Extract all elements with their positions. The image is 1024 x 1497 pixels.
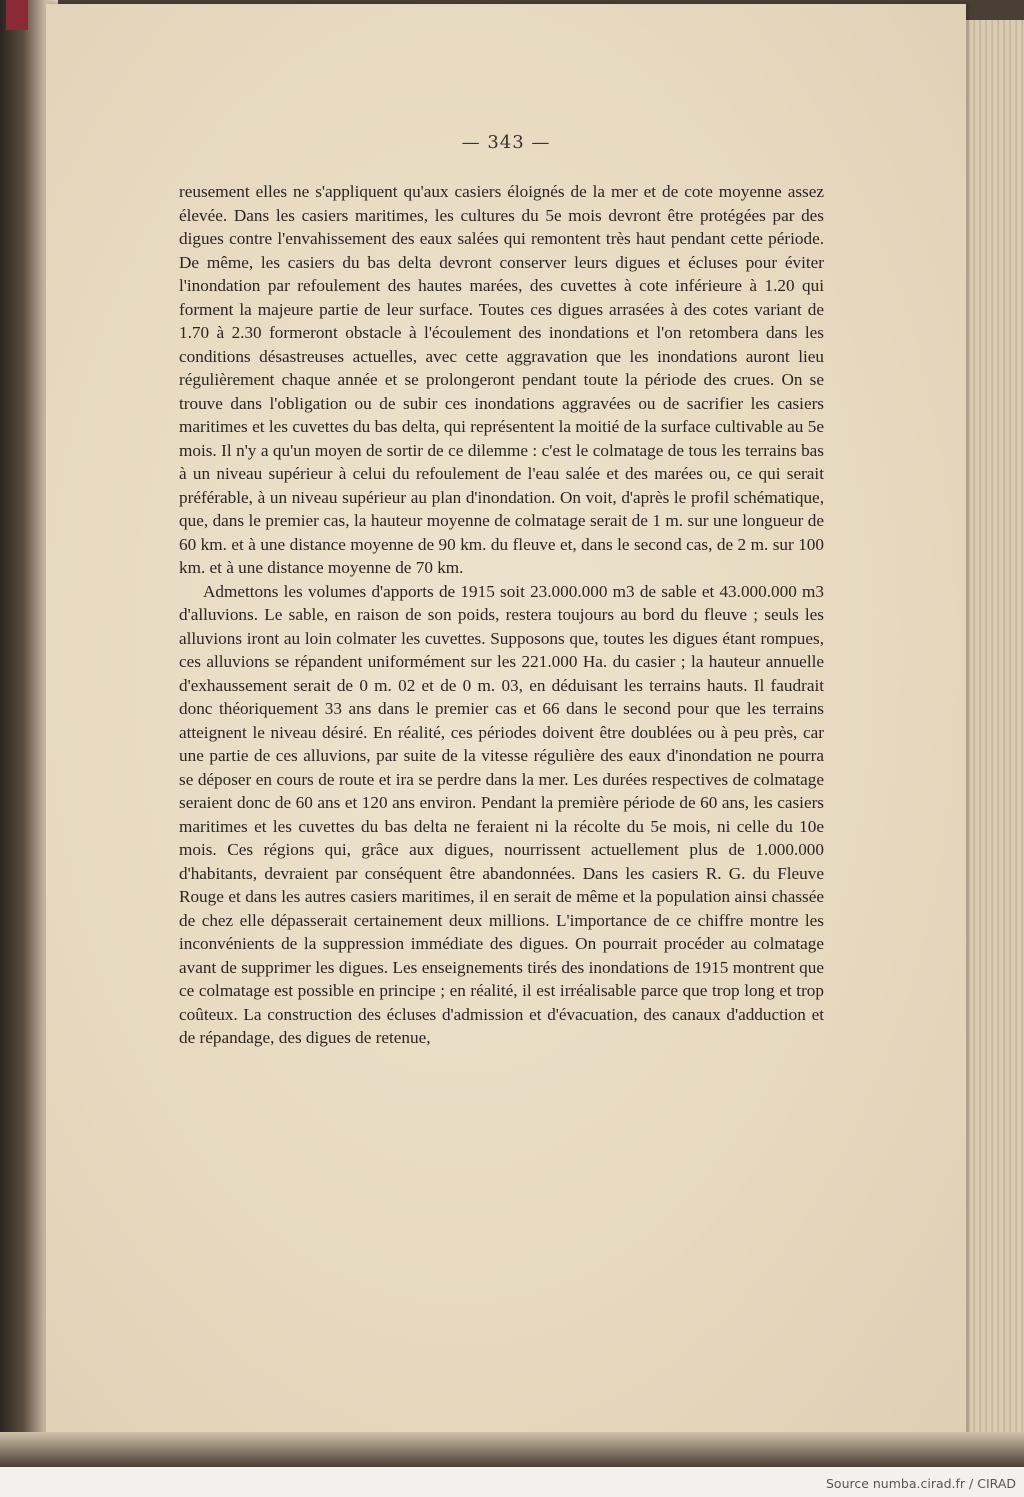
paragraph: Admettons les volumes d'apports de 1915 soit 23.000.000 m3 de sable et 43.000.000 m3 d'alluvions. Le sable, en raison de son poids, restera toujours au bord du fleuve ; seuls les alluvions iront au loin colmater les cuvettes. Supposons que, toutes les digues étant rompues, ces alluvions se répandent uniformément sur les 221.000 Ha. du casier ; la hauteur annuelle d'exhaussement serait de 0 m. 02 et de 0 m. 03, en déduisant les terrains hauts. Il faudrait donc théoriquement 33 ans dans le premier cas et 66 dans le second pour que les terrains atteignent le niveau désiré. En réalité, ces périodes doivent être doublées ou à peu près, car une partie de ces alluvions, par suite de la vitesse régulière des eaux d'inondation ne pourra se déposer en cours de route et ira se perdre dans la mer. Les durées respectives de colmatage seraient donc de 60 ans et 120 ans environ. Pendant la première période de 60 ans, les casiers maritimes et les cuvettes du bas delta ne feraient ni la récolte du 5e mois, ni celle du 10e mois. Ces régions qui, grâce aux digues, nourrissent actuellement plus de 1.000.000 d'habitants, devraient par conséquent être abandonnées. Dans les casiers R. G. du Fleuve Rouge et dans les autres casiers maritimes, il en serait de même et la population ainsi chassée de chez elle dépasserait certainement deux millions. L'importance de ce chiffre montre les inconvénients de la suppression immédiate des digues. On pourrait procéder au colmatage avant de supprimer les digues. Les enseignements tirés des inondations de 1915 montrent que ce colmatage est possible en principe ; en réalité, il est irréalisable parce que trop long et trop coûteux. La construction des écluses d'admission et d'évacuation, des canaux d'adduction et de répandage, des digues de retenue, — [179, 581, 824, 1047]
source-credit-link[interactable]: Source numba.cirad.fr / CIRAD — [825, 1476, 1016, 1491]
book-page — [46, 4, 966, 1449]
page-number: — 343 — — [461, 132, 551, 153]
paragraph: reusement elles ne s'appliquent qu'aux casiers éloignés de la mer et de cote moyenne assez élevée. Dans les casiers maritimes, les cultures du 5e mois devront être protégées par des digues contre l'envahissement des eaux salées qui remontent très haut pendant cette période. De même, les casiers du bas delta devront conserver leurs digues et écluses pour éviter l'inondation par refoulement des hautes marées, des cuvettes à cote inférieure à 1.20 qui forment la majeure partie de leur surface. Toutes ces digues arrasées à des cotes variant de 1.70 à 2.30 formeront obstacle à l'écoulement des inondations et l'on retombera dans les conditions désastreuses actuelles, avec cette aggravation que les inondations auront lieu régulièrement chaque année et se prolongeront pendant toute la période des crues. On se trouve dans l'obligation ou de subir ces inondations aggravées ou de sacrifier les casiers maritimes et les cuvettes du bas delta, qui représentent la moitié de la surface cultivable au 5e mois. Il n'y a qu'un moyen de sortir de ce dilemme : c'est le colmatage de tous les terrains bas à un niveau supérieur à celui du refoulement de l'eau salée et des marées ou, ce qui serait préférable, à un niveau supérieur au plan d'inondation. On voit, d'après le profil schématique, que, dans le premier cas, la hauteur moyenne de colmatage serait de 1 m. sur une longueur de 60 km. et à une distance moyenne de 90 km. du fleuve et, dans le second cas, de 2 m. sur 100 km. et à une distance moyenne de 70 km. — [179, 182, 824, 577]
page-bottom-shadow — [0, 1432, 1024, 1467]
binding-ribbon — [6, 0, 28, 30]
body-text — [179, 180, 824, 1050]
